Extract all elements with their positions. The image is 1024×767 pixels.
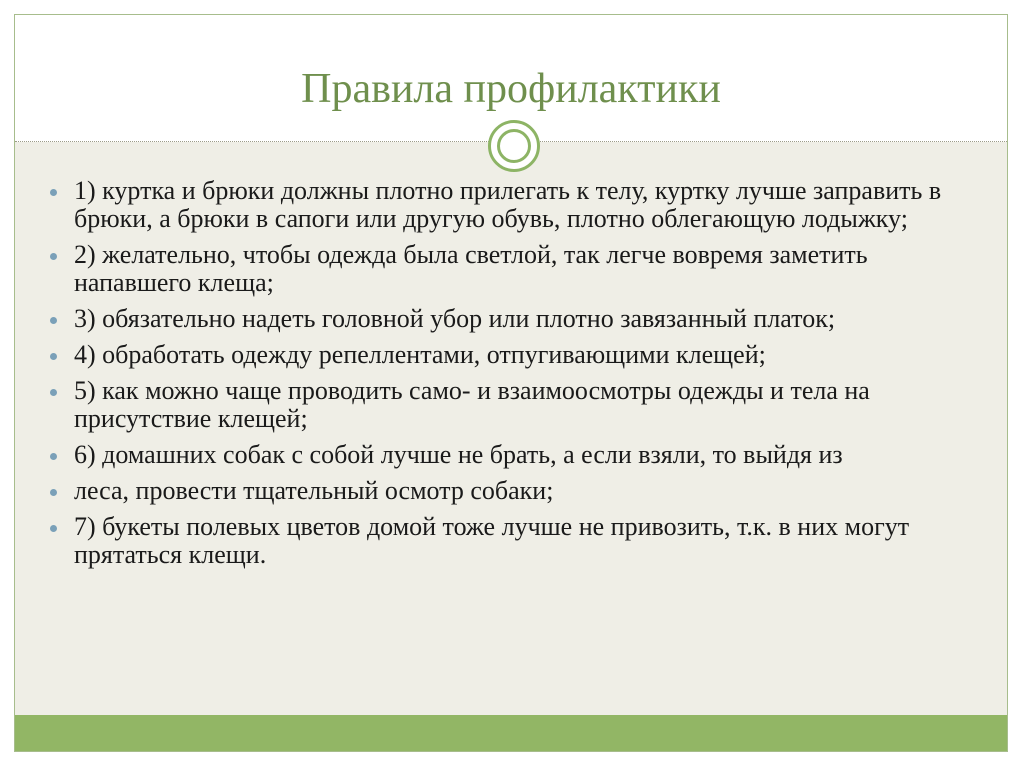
- bullet-icon: [50, 453, 57, 460]
- list-item-text: 4) обработать одежду репеллентами, отпугивающими клещей;: [74, 340, 766, 369]
- bullet-icon: [50, 389, 57, 396]
- list-item: [47, 441, 987, 469]
- slide-frame: [14, 14, 1008, 752]
- list-item-text: 5) как можно чаще проводить само- и взаимоосмотры одежды и тела на присутствие клещей;: [74, 376, 870, 433]
- bullet-icon: [50, 253, 57, 260]
- list-item: [47, 305, 987, 333]
- bullet-icon: [50, 317, 57, 324]
- footer-band: [15, 715, 1007, 751]
- slide-title: Правила профилактики: [301, 66, 721, 112]
- list-item-text: 3) обязательно надеть головной убор или плотно завязанный платок;: [74, 304, 836, 333]
- list-item-text: 6) домашних собак с собой лучше не брать, а если взяли, то выйдя из: [74, 440, 843, 469]
- list-item-text: леса, провести тщательный осмотр собаки;: [74, 476, 554, 505]
- list-item: [47, 341, 987, 369]
- circle-ornament-inner: [497, 129, 531, 163]
- list-item: [47, 377, 987, 433]
- bullet-icon: [50, 525, 57, 532]
- list-item: [47, 513, 987, 569]
- list-item: [47, 477, 987, 505]
- list-item: [47, 177, 987, 233]
- bullet-icon: [50, 353, 57, 360]
- circle-ornament-icon: [488, 120, 540, 172]
- bullet-icon: [50, 489, 57, 496]
- list-item-text: 1) куртка и брюки должны плотно прилегать к телу, куртку лучше заправить в брюки, а брюки в сапоги или другую обувь, плотно облегающую лодыжку;: [74, 176, 942, 233]
- list-item-text: 7) букеты полевых цветов домой тоже лучше не привозить, т.к. в них могут прятаться клещи.: [74, 512, 910, 569]
- list-item-text: 2) желательно, чтобы одежда была светлой, так легче вовремя заметить напавшего клеща;: [74, 240, 868, 297]
- list-item: [47, 241, 987, 297]
- bullet-list: [47, 177, 987, 577]
- bullet-icon: [50, 189, 57, 196]
